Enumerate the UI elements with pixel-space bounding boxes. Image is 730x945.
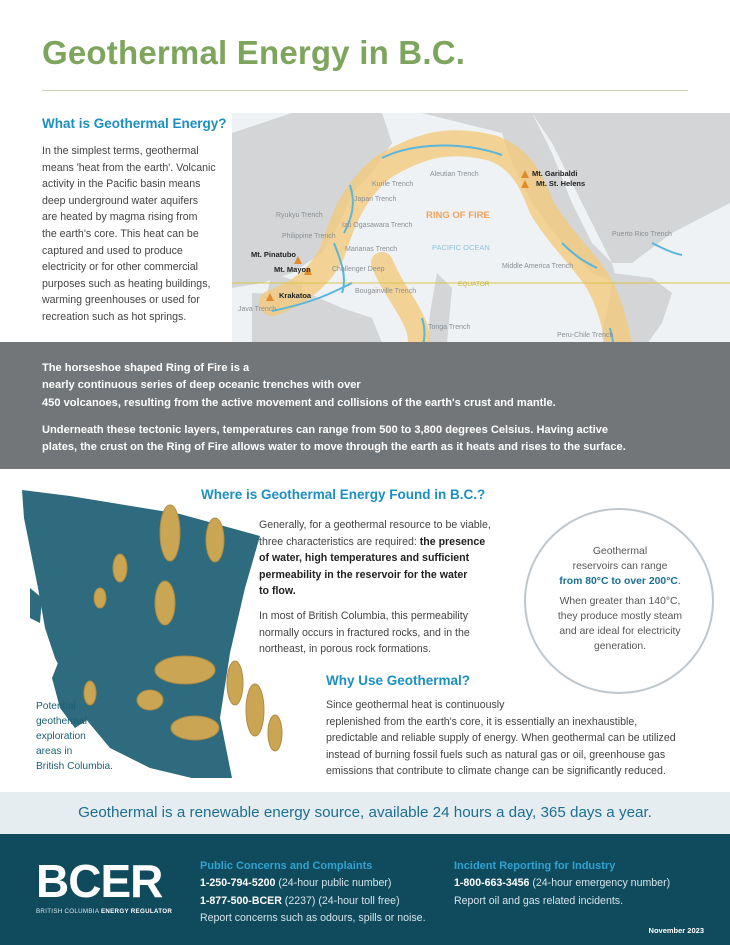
what-line: warming greenhouses or used for <box>42 294 200 307</box>
footer <box>0 834 730 945</box>
what-line: purposes such as heating buildings, <box>42 277 211 290</box>
callout-punct: . <box>677 576 681 587</box>
callout-line <box>544 574 696 589</box>
title-divider <box>42 90 688 91</box>
where-line: In most of British Columbia, this permeability <box>259 609 469 622</box>
where-line: normally occurs in fractured rocks, and in the <box>259 626 470 639</box>
what-line: means 'heat from the earth'. Volcanic <box>42 161 216 174</box>
where-bold: permeability in the reservoir for the water <box>259 568 468 581</box>
callout-line: they produce mostly steam <box>557 611 683 622</box>
band-line: nearly continuous series of deep oceanic trenches with over <box>42 379 361 392</box>
renewable-text: Geothermal is a renewable energy source, available 24 hours a day, 365 days a year. <box>78 804 652 821</box>
incident-note: Report oil and gas related incidents. <box>454 894 624 907</box>
incident-reporting <box>454 858 670 910</box>
what-heading: What is Geothermal Energy? <box>42 116 227 131</box>
label-krakatoa: Krakatoa <box>279 291 312 300</box>
what-line: activity in the Pacific basin means <box>42 178 201 191</box>
label-ryukyu: Ryukyu Trench <box>276 212 323 219</box>
label-bougainville: Bougainville Trench <box>355 288 417 295</box>
public-phone-2-note: (2237) (24-hour toll free) <box>281 894 400 907</box>
public-heading: Public Concerns and Complaints <box>200 860 373 872</box>
where-bold: to flow. <box>259 585 296 598</box>
label-pacific-ocean: PACIFIC OCEAN <box>432 243 490 252</box>
callout-line: generation. <box>594 641 646 652</box>
public-phone-1-number[interactable]: 1-250-794-5200 <box>200 877 276 890</box>
what-line: the earth's core. This heat can be <box>42 227 199 240</box>
public-concerns <box>200 858 426 927</box>
where-bold: of water, high temperatures and sufficient <box>259 552 470 565</box>
label-mayon: Mt. Mayon <box>274 265 311 274</box>
why-line: instead of burning fossil fuels such as natural gas or oil, greenhouse gas <box>326 748 666 761</box>
where-line <box>259 534 509 551</box>
where-line <box>259 583 509 600</box>
incident-phone[interactable] <box>454 875 670 892</box>
callout-line: and are ideal for electricity <box>559 626 681 637</box>
what-line: electricity or for other commercial <box>42 261 199 274</box>
where-bold: the presence <box>419 535 486 548</box>
band-paragraph-1 <box>42 360 556 412</box>
public-phone-1[interactable] <box>200 875 426 892</box>
bc-label-line: Potential <box>36 701 76 712</box>
where-line: northeast, in porous rock formations. <box>259 643 431 656</box>
bc-label-line: British Columbia. <box>36 761 113 772</box>
label-st-helens: Mt. St. Helens <box>536 179 586 188</box>
renewable-banner <box>0 792 730 834</box>
label-tonga: Tonga Trench <box>428 324 471 331</box>
why-heading: Why Use Geothermal? <box>326 673 471 688</box>
reservoir-callout-text <box>544 544 696 654</box>
logo-sub-a: BRITISH COLUMBIA <box>36 908 101 915</box>
band-line: plates, the crust on the Ring of Fire allows water to move through the earth as it heats and rises to the surface. <box>42 441 626 454</box>
what-line: are heated by magma rising from <box>42 211 198 224</box>
bc-label-line: areas in <box>36 746 73 757</box>
what-line: recreation such as hot springs. <box>42 310 187 323</box>
public-phone-1-note: (24-hour public number) <box>275 877 392 890</box>
label-java: Java Trench <box>238 306 277 313</box>
why-line: Since geothermal heat is continuously <box>326 699 505 711</box>
bc-label-line: exploration <box>36 731 86 742</box>
callout-highlight: from 80°C to over 200°C <box>559 576 678 587</box>
bc-map-label <box>36 699 113 774</box>
where-line <box>259 550 509 567</box>
band-line: 450 volcanoes, resulting from the active movement and collisions of the earth's crust and mantle. <box>42 396 556 409</box>
callout-line: Geothermal <box>592 546 648 557</box>
what-line: deep underground water aquifers <box>42 194 199 207</box>
ring-of-fire-band <box>0 342 730 469</box>
why-line: predictable and reliable supply of energy. When geothermal can be utilized <box>326 732 676 745</box>
label-puerto-rico: Puerto Rico Trench <box>612 231 672 238</box>
page-title: Geothermal Energy in B.C. <box>42 34 466 71</box>
why-line: emissions that contribute to climate change can be significantly reduced. <box>326 765 666 778</box>
what-body <box>42 143 242 326</box>
logo-wordmark: BCER <box>36 855 163 907</box>
why-body <box>326 697 718 780</box>
label-pinatubo: Mt. Pinatubo <box>251 250 296 259</box>
label-philippine: Philippine Trench <box>282 233 336 240</box>
callout-line: When greater than 140°C, <box>559 596 681 607</box>
ring-of-fire-map <box>232 113 730 373</box>
label-middle-america: Middle America Trench <box>502 263 574 270</box>
publication-date: November 2023 <box>648 926 704 935</box>
incident-phone-number[interactable]: 1-800-663-3456 <box>454 877 530 890</box>
label-equator: EQUATOR <box>458 281 490 288</box>
label-japan: Japan Trench <box>354 196 397 203</box>
what-line: captured and used to produce <box>42 244 183 257</box>
label-kurile: Kurile Trench <box>372 181 414 188</box>
where-line: Generally, for a geothermal resource to be viable, <box>259 519 491 531</box>
where-body <box>259 517 509 658</box>
bc-label-line: geothermal <box>36 716 87 727</box>
public-note: Report concerns such as odours, spills or noise. <box>200 911 426 924</box>
reservoir-callout <box>524 508 714 694</box>
label-ring-of-fire: RING OF FIRE <box>426 210 490 221</box>
label-izu: Izu Ogasawara Trench <box>342 222 413 229</box>
what-line: In the simplest terms, geothermal <box>42 145 199 157</box>
ring-of-fire-map-graphic <box>232 113 730 373</box>
label-aleutian: Aleutian Trench <box>430 171 479 178</box>
public-phone-2[interactable] <box>200 893 426 910</box>
label-peru-chile: Peru-Chile Trench <box>557 332 614 339</box>
why-line: replenished from the earth's core, it is essentially an inexhaustible, <box>326 715 638 728</box>
where-line <box>259 567 509 584</box>
bcer-logo <box>36 855 173 915</box>
public-phone-2-number[interactable]: 1-877-500-BCER <box>200 894 282 907</box>
where-text: three characteristics are required: <box>259 535 420 548</box>
label-marianas: Marianas Trench <box>345 246 398 253</box>
logo-subtitle <box>36 908 172 915</box>
where-heading: Where is Geothermal Energy Found in B.C.? <box>201 487 486 502</box>
incident-heading: Incident Reporting for Industry <box>454 860 616 872</box>
logo-sub-b: ENERGY REGULATOR <box>100 908 173 915</box>
incident-phone-note: (24-hour emergency number) <box>529 877 671 890</box>
callout-line: reservoirs can range <box>572 561 668 572</box>
band-paragraph-2 <box>42 422 626 457</box>
band-line: Underneath these tectonic layers, temperatures can range from 500 to 3,800 degrees Celsius. Having active <box>42 424 609 436</box>
label-garibaldi: Mt. Garibaldi <box>532 169 578 178</box>
band-line: The horseshoe shaped Ring of Fire is a <box>42 362 250 374</box>
label-challenger: Challenger Deep <box>332 266 385 273</box>
